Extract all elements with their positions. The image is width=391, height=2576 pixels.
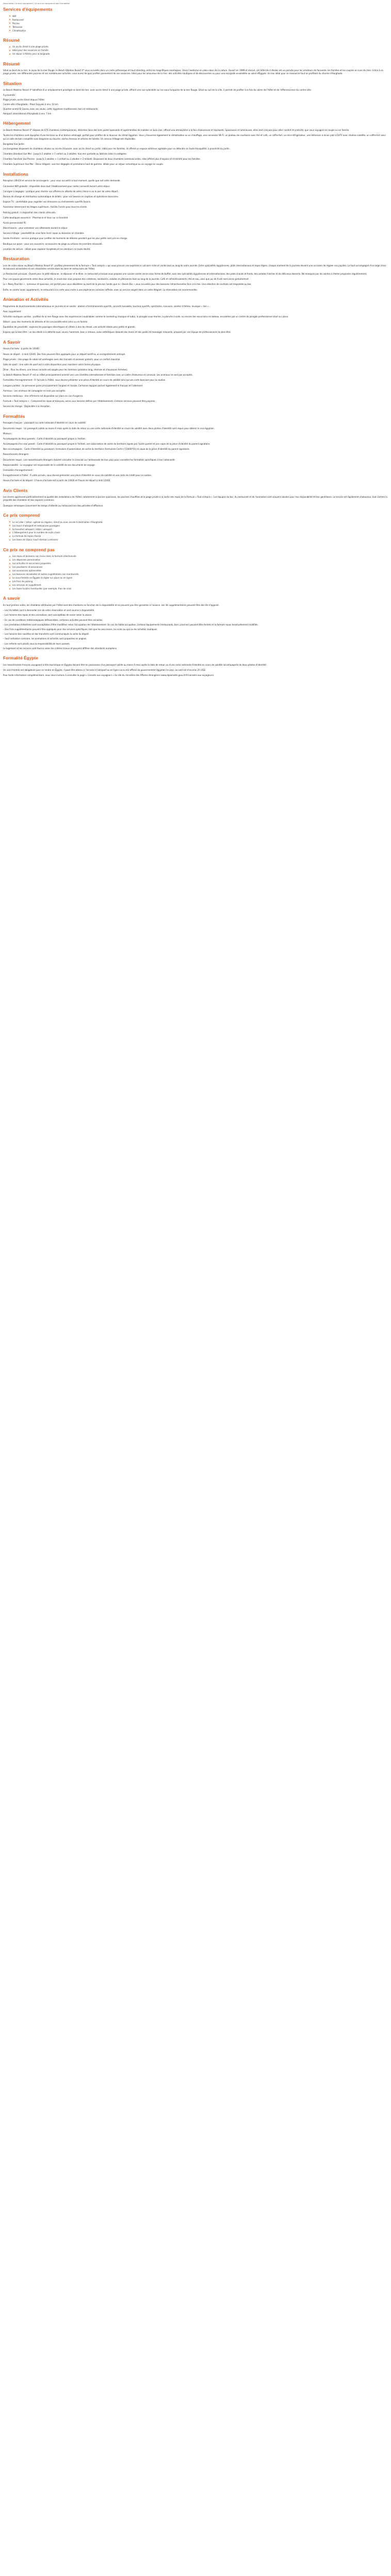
installations-text: Cafés-boutiques-souvenirs : Pharmacie et Vous sur ce bracelet. [3, 216, 69, 219]
installations-text: Location de voiture : idéale pour explorer Hurghada et les alentours en toute liberté. [3, 247, 91, 250]
restauration-title: Restauration [3, 257, 30, 261]
list-item: Le transfert aéroport / hôtel / aéroport [9, 528, 388, 531]
hebergement-text: Chambre Standard Vue Mer : Jusqu'à 2 adultes + 1 enfant ou 3 adultes. Vue mer partielle ou latérale selon la catégorie. [3, 152, 127, 156]
hebergement-title: Hébergement [3, 121, 31, 126]
list-item: Les frais de parking [9, 580, 388, 583]
bullet-icon [9, 556, 10, 557]
list-item: Les taxes de séjour (sauf mention contraire) [9, 538, 388, 541]
bullet-icon [9, 563, 10, 564]
bullet-icon [9, 30, 10, 31]
formalites-text: Mineurs : [3, 432, 13, 435]
a-savoir-text: Heure d'arrivée : à partir de 14h00. [3, 347, 40, 350]
a-savoir-text: Animaux : Les animaux de compagnie ne sont pas acceptés. [3, 389, 66, 392]
formalites-text: Documents requis : Un passeport valide au moins 6 mois après la date de retour ou une carte nationale d'identité en cours de validité avec deux photos d'identité sont requis pour obtenir le visa égyptien. [3, 427, 215, 430]
a-savoir-2-text: – Les prestations hôtelières sont susceptibles d'être modifiées selon l'occupation de l'établissement. En cas de faible occupation, certains équipements (restaurants, bars, piscines) peuvent être fermés et la formule repas éventuellement modifiée. [3, 623, 258, 626]
a-savoir-text: Dîner : Pour les dîners, une tenue correcte est exigée pour les hommes (pantalon long, chemise et chaussures fermées). [3, 368, 128, 371]
hebergement-text: Les bungalows disposent de chambres situées au rez-de-chaussée, avec accès direct au jardin. Idéal pour les familles, ils offrent un espace extérieur agréable pour se détendre en toute tranquillité, à proximité du jardin. [3, 147, 230, 150]
bullet-icon [9, 574, 10, 575]
a-savoir-text: Le Beach Albatros Resort 4* est un hôtel principalement orienté vers une clientèle internationale et familiale avec un cadre chaleureux et convivial. Les animaux ne sont pas acceptés. [3, 374, 193, 377]
animation-text: Programme de divertissements internationaux en journée et en soirée : ateliers d'entraînements sportifs, concerts karaokés, tournois sportifs, spectacles, concours, soirées à thème, musique « live »... [3, 304, 211, 308]
formalite-egypte-text: Les ressortissants français voyageant à titre touristique en Égypte doivent être en possession d'un passeport valide au moins 6 mois après la date de retour ou d'une carte nationale d'identité en cours de validité (accompagnée de deux photos d'identité). [3, 663, 267, 666]
bullet-icon [9, 54, 10, 55]
situation-label: À proximité : [3, 93, 17, 96]
hebergement-text: Chambre Familiale Vue Piscine : Jusqu'à 3 adultes + 1 enfant ou 2 adultes + 2 enfants. Disposant de deux chambres communicantes, elles offrent plus d'espace et d'intimité pour les familles. [3, 158, 201, 161]
a-savoir-title: A Savoir [3, 340, 21, 345]
restauration-text: Pour une pause gourmande entre deux activités, le snack-bar vous propose des collations, sandwichs, salades et pâtisseries tout au long de la journée. Café et rafraîchissements, thé et eau, ainsi que jus de fruits sont servis gratuitement. [3, 278, 250, 281]
situation-line: Aéroport international d'Hurghada à env. 7 km [3, 112, 52, 115]
situation-line: Centre-ville d'Hurghada – Place Sayyala à env. 12 km [3, 103, 58, 106]
a-savoir-2-text: – Les enfants sont placés sous la responsabilité de leurs parents. [3, 642, 71, 645]
situation-text: Le Beach Albatros Resort 4* bénéficie d'un emplacement privilégié en bord de mer, avec accès direct à une plage privée, offrant une vue splendide sur les eaux turquoise de la mer Rouge. Situé au sud de la ville, il permet de profiter à la fois du calme de l'hôtel et de l'effervescence du centre-ville. [3, 89, 312, 92]
bullet-icon [9, 525, 10, 526]
hebergement-subtitle: Bungalow Vue Jardin [3, 142, 25, 145]
bullet-icon [9, 15, 10, 16]
restauration-text: Enfin, en soirée (avec supplément), le restaurant à la carte vous invite à une expérience culinaire raffinée, avec un service soigné dans un cadre élégant. La réservation est recommandée. [3, 288, 198, 291]
resume-short-list [3, 45, 388, 56]
installations-text: Blanchisserie : pour entretenir vos vêtements durant le séjour. [3, 227, 68, 230]
bullet-icon [9, 46, 10, 47]
formalites-title: Formalités [3, 414, 25, 419]
installations-text: Service d'étage : possibilité de vous faire livrer repas ou boissons en chambre. [3, 232, 85, 235]
formalites-text: Passagers français : passeport ou carte nationale d'identité en cours de validité. [3, 421, 86, 425]
bullet-icon [9, 560, 10, 561]
bullet-icon [9, 536, 10, 537]
animation-text: Activités nautiques variées : profitez de la mer Rouge avec des expériences inoubliables comme le snorkeling (masque et tuba), la plongée sous-marine, la planche à voile, ou encore des excursions en bateau, encadrées par un centre de plongée professionnel situé sur place. [3, 315, 289, 318]
list-item: Restaurant [9, 19, 388, 22]
list-item: Les dépenses personnelles [9, 558, 388, 562]
comprend-title: Ce prix comprend [3, 513, 40, 518]
bullet-icon [9, 23, 10, 24]
bullet-icon [9, 50, 10, 51]
formalite-egypte-text: Un visa d'entrée est obligatoire pour se rendre en Égypte. Il peut être obtenu à l'arrivée à l'aéroport ou en ligne via le site officiel du gouvernement égyptien (e-visa). Le coût est d'environ 25 USD. [3, 668, 206, 671]
animation-text: Équitation de proximité : explorez les paysages désertiques et côtiers à dos de cheval, une activité idéale pour petits et grands. [3, 326, 136, 329]
bullet-icon [9, 539, 10, 540]
list-item: La formule de repas choisie [9, 535, 388, 538]
bullet-icon [9, 588, 10, 589]
a-savoir-text: Services médicaux : Une infirmerie est disponible sur place en cas d'urgence. [3, 395, 84, 398]
avis-text: Les clients apprécient particulièrement la qualité des installations de l'hôtel, notamment la piscine spacieuse, les piscines chauffées et la plage privée à la sortie des repas de la formule « Tout compris ». Les équipes du bar, du restaurant et de l'animation sont souvent saluées pour leur disponibilité et leur gentillesse. Le service est également chaleureux, tout comme la propreté des chambres et des espaces communs. [3, 496, 387, 502]
situation-line: Plage privée, accès direct depuis l'hôtel. [3, 98, 45, 101]
a-savoir-2-text: En tout premier ordre, les chambres attribuées par l'hôtel sont des chambres en fonction de la disponibilité et ne peuvent pas être garanties à l'avance. Les lits supplémentaires peuvent être des lits d'appoint. [3, 604, 220, 607]
installations-text: Garde d'enfants : service pratique pour profiter de moments de détente pendant que les plus petits sont pris en charge. [3, 237, 128, 240]
list-item: Les repas et boissons non inclus dans la formule sélectionnée [9, 555, 388, 558]
a-savoir-text: Heure de départ : à midi 12h00. Des frais peuvent être appliqués pour un départ tardif ou un enregistrement anticipé. [3, 352, 126, 355]
bullet-icon [9, 521, 10, 522]
formalites-text: Documents requis : Les ressortissants étrangers doivent consulter le consulat ou l'ambassade de leur pays pour connaître les formalités spécifiques à leur nationalité. [3, 458, 175, 461]
installations-text: Connexion Wifi gratuite : disponible dans tout l'établissement pour rester connecté durant votre séjour. [3, 184, 110, 188]
bullet-icon [9, 578, 10, 579]
formalite-egypte-title: Formalité Égypte [3, 655, 39, 660]
a-savoir-text: Formule « Tout compris » : Comprend les repas et boissons, servis aux horaires définis par l'établissement. Certains services peuvent être payants. [3, 400, 156, 403]
bullet-icon [9, 581, 10, 582]
a-savoir-2-text: – Les lits bébés sont à demander lors de votre réservation et sont soumis à disponibilité. [3, 609, 95, 612]
comprend-list [3, 521, 388, 542]
a-savoir-2-text: – Sauf indication contraire, les animations et activités sont proposées en anglais. [3, 637, 87, 640]
animation-text: Billard : pour des moments de détente et de convivialité entre amis ou en famille. [3, 320, 88, 324]
installations-title: Installations [3, 172, 29, 177]
animation-title: Animation et Activités [3, 297, 48, 302]
a-savoir-text: Salle de sport : Une salle de sport est à votre disposition pour maintenir votre forme physique. [3, 363, 101, 366]
installations-text: Consigne à bagages : pratique pour stocker vos affaires en attente de votre check-in ou le jour de votre départ. [3, 190, 119, 193]
hebergement-text: Le Beach Albatros Resort 4* dispose de 476 chambres contemporaines, décorées dans des tons pastel apaisants et agrémentées de mobilier en bois clair, offrant une atmosphère à la fois chaleureuse et reposante. Spacieuses et lumineuses, elles sont conçues pour allier confort et praticité, que vous voyagiez en couple ou en famille. [3, 129, 350, 132]
list-item: Les services en supplément [9, 584, 388, 587]
installations-text: Parking gratuit : à disposition des clients véhiculés. [3, 211, 56, 214]
a-savoir-text: Langues parlées : Le personnel parle principalement l'anglais et l'arabe. Certaines équipes parlent également le français et l'allemand. [3, 384, 143, 387]
list-item: Les assurances optionnelles [9, 569, 388, 572]
list-item: Les activités et excursions proposées [9, 562, 388, 565]
bullet-icon [9, 532, 10, 533]
animation-text: Avec supplément : [3, 310, 23, 313]
formalites-text: Heure d'arrivée et de départ : L'heure d'arrivée est à partir de 14h00 et l'heure de départ à midi 12h00. [3, 479, 111, 482]
list-item: Les taxes locales éventuelles (par exemple, frais de visa) [9, 587, 388, 590]
avis-title: Avis Clients [3, 488, 28, 493]
a-savoir-2-title: A savoir [3, 596, 20, 601]
formalites-text: Accompagnés de deux parents : Carte d'identité ou passeport propre à l'enfant. [3, 437, 86, 440]
installations-text: Espace TV : confortable pour regarder vos émissions ou évènements sportifs favoris. [3, 200, 91, 204]
list-item: Un séjour à thème pour la baignade. [9, 53, 388, 56]
tab-links[interactable]: Description Ce prix comprend / Ce prix ne comprend pas Formalités [3, 2, 70, 5]
situation-line: Quartier animé El Gouna, avec ses souks, cafés égyptiens traditionnels, bars et restaurants [3, 108, 98, 111]
installations-text: Accès personnalisé PC [3, 221, 26, 224]
ne-comprend-list [3, 555, 388, 590]
bullet-icon [9, 585, 10, 586]
a-savoir-text: Plage privée : Une plage de sable est aménagée avec des transats et parasols gratuits, pour un confort maximal. [3, 358, 121, 361]
bullet-icon [9, 570, 10, 571]
a-savoir-2-text: – Les horaires des repas et des animations sont susceptibles de varier selon la saison. [3, 614, 92, 617]
avis-text: Quelques remarques concernent les temps d'attente au restaurant lors des périodes d'affluence. [3, 504, 104, 507]
list-item: Le visa d'entrée en Égypte (à régler sur place ou en ligne) [9, 577, 388, 580]
list-item: Les boissons alcoolisées et autres suppléments non mentionnés [9, 573, 388, 576]
a-savoir-2-text: Le logement et les services sont fournis selon les critères locaux et peuvent différer des standards européens. [3, 647, 118, 650]
formalites-text: Formalités d'enregistrement : [3, 469, 34, 471]
resume-text: Situé au bord de la mer, le joyau de la mer Rouge, le Beach Albatros Resort 4* vous accueille dans un cadre pittoresque et haut standing, entre les magnifiques montagnes. Vivez l'exotisme en plein cœur de la nature. Ouvert en 1999 et rénové, cet hôtel de 4 étoiles est un paradis pour les amateurs de farniente, les familles et les couples en lune de miel. Grâce à sa plage privée, ses différentes piscines et ses nombreuses activités, vous aurez de quoi profiter pleinement de vos vacances. Idéal pour les amoureux de la mer, des activités nautiques et de découvertes ou pour une escapade ensoleillée au soleil d'Égypte. Un lieu idéal pour se ressourcer tout en profitant du charme d'Hurghada. [3, 69, 383, 75]
restauration-text: Le « Noisy Pool Bar » , lumineux et spacieux, est parfait pour vous désaltérer au bord de la piscine, tandis que le « Beach Bar » vous accueille pour des boissons rafraîchissantes face à la mer. Une sélection de cocktails est disponible au bar. [3, 283, 252, 286]
hebergement-text: Chambre Supérieure Vue Mer : Décor élégant, vue mer dégagée et prestations haut de gamme, idéale pour un séjour romantique ou un voyage en couple. [3, 163, 164, 166]
bullet-icon [9, 567, 10, 568]
a-savoir-2-text: – Des frais supplémentaires peuvent être appliqués pour des services spécifiques, tels que les excursions, les soins au spa ou les activités nautiques. [3, 628, 158, 631]
resume-title: Résumé [3, 61, 20, 66]
list-item: Le vol aller / retour, spécial ou régulier, direct ou avec escale à destination d'Hurghada [9, 521, 388, 524]
installations-text: Ascenseur desservant les étages supérieurs : facilite l'accès pour tous les clients. [3, 206, 88, 209]
formalites-text: Enregistrement à l'hôtel : À votre arrivée, vous devrez présenter une pièce d'identité en cours de validité et une carte de crédit pour la caution. [3, 474, 152, 477]
a-savoir-text: Service de change : Disponible à la réception. [3, 405, 51, 408]
bullet-icon [9, 19, 10, 20]
restauration-text: Le Restaurant principal : Ouvert pour le petit-déjeuner, le déjeuner et le dîner, le restaurant principal vous propose une cuisine variée servie sous forme de buffet, avec des spécialités égyptiennes et internationales, des plats chauds et froids, des salades fraîches et de délicieux desserts. Ne manquez pas les soirées à thème proposées régulièrement. [3, 273, 367, 276]
list-item: Wifi [9, 15, 388, 18]
a-savoir-2-text: – Les horaires des navettes et des transferts sont communiqués la veille du départ. [3, 633, 90, 636]
bullet-icon [9, 26, 10, 27]
list-item: Idéal pour des vacances en famille. [9, 49, 388, 52]
services-title: Services d'équipements [3, 7, 53, 12]
list-item: L'hébergement pour le nombre de nuits choisi [9, 531, 388, 534]
list-item: Télévision [9, 26, 388, 29]
bullet-icon [9, 529, 10, 530]
page [0, 0, 391, 686]
a-savoir-2-text: – En cas de conditions météorologiques défavorables, certaines activités peuvent être annulées. [3, 618, 103, 621]
ne-comprend-title: Ce prix ne comprend pas [3, 547, 55, 552]
list-item: Un accès direct à une plage privée. [9, 45, 388, 48]
list-item: Piscine [9, 22, 388, 25]
list-item: Climatisation [9, 29, 388, 32]
formalite-egypte-text: Pour toute information complémentaire, nous vous invitons à consulter la page « Conseils aux voyageurs » du site du ministère des Affaires étrangères (www.diplomatie.gouv.fr/fr/conseils-aux-voyageurs). [3, 674, 215, 677]
list-item: Les pourboires et assurances [9, 566, 388, 569]
restauration-text: Lors de votre séjour au Beach Albatros Resort 4*, profitez pleinement de la formule « Tout compris » qui vous procure une expérience culinaire riche et variée tout au long de votre journée. Entre spécialités égyptiennes, plats internationaux et repas légers, chaque moment de la journée devient une occasion de régaler vos papilles. Le tout accompagné d'un large choix de boissons alcoolisées et non alcoolisées servies dans les bars et restaurants de l'hôtel. [3, 264, 386, 270]
installations-text: Bureau de change et distributeur automatique de billets : pour vos besoins en espèces et opérations bancaires. [3, 195, 119, 198]
list-item: Les taxes d'aéroport et redevances passagers [9, 524, 388, 528]
services-list [3, 15, 388, 32]
situation-title: Situation [3, 81, 22, 86]
installations-text: Réception 24h/24 et service de conciergerie : pour vous accueillir à tout moment, quelle que soit votre demande. [3, 179, 121, 182]
formalites-text: Responsabilité : Le voyageur est responsable de la validité de ses documents de voyage. [3, 463, 95, 466]
hebergement-text: Toutes les chambres sont équipées d'une terrasse ou d'un balcon aménagé, parfait pour profiter de la douceur du climat égyptien. Vous y trouverez également la climatisation ou un chauffage, une connexion Wi-Fi, un plateau de courtoisie avec thé et café, un coffre-fort, un mini-réfrigérateur, une télévision à écran plat LCD/TV avec chaînes satellite, un coffre-fort ainsi qu'un salle de bain complète avec baignoire ou douche, sèche-cheveux et articles de toilette. Un service d'étage est disponible. [3, 134, 386, 140]
a-savoir-text: Formalités d'enregistrement : À l'arrivée à l'hôtel, vous devrez présenter une pièce d'identité en cours de validité ainsi qu'une carte bancaire pour la caution. [3, 379, 166, 382]
installations-text: Boutique sur place : pour vos souvenirs, accessoires de plage ou articles de première nécessité. [3, 242, 103, 245]
formalites-text: Ressortissants étrangers : [3, 453, 30, 456]
resume-short-title: Résumé [3, 38, 20, 43]
formalites-text: Accompagnés d'un seul parent : Carte d'identité ou passeport propre à l'enfant, une autorisation de sortie du territoire signée par l'autre parent et une copie de la pièce d'identité du parent signataire. [3, 443, 210, 446]
animation-text: Espace spa & bien-être : un lieu dédié à la détente avec sauna, hammam, bain à remous, soins esthétiques (beauté des mains et des pieds) et massages relaxants, proposé par une équipe de professionnels du bien-être. [3, 331, 231, 334]
formalites-text: Non accompagnés : Carte d'identité ou passeport, formulaire d'autorisation de sortie du territoire (formulaire Cerfa n°15646*01) et copie de la pièce d'identité du parent signataire. [3, 448, 190, 451]
